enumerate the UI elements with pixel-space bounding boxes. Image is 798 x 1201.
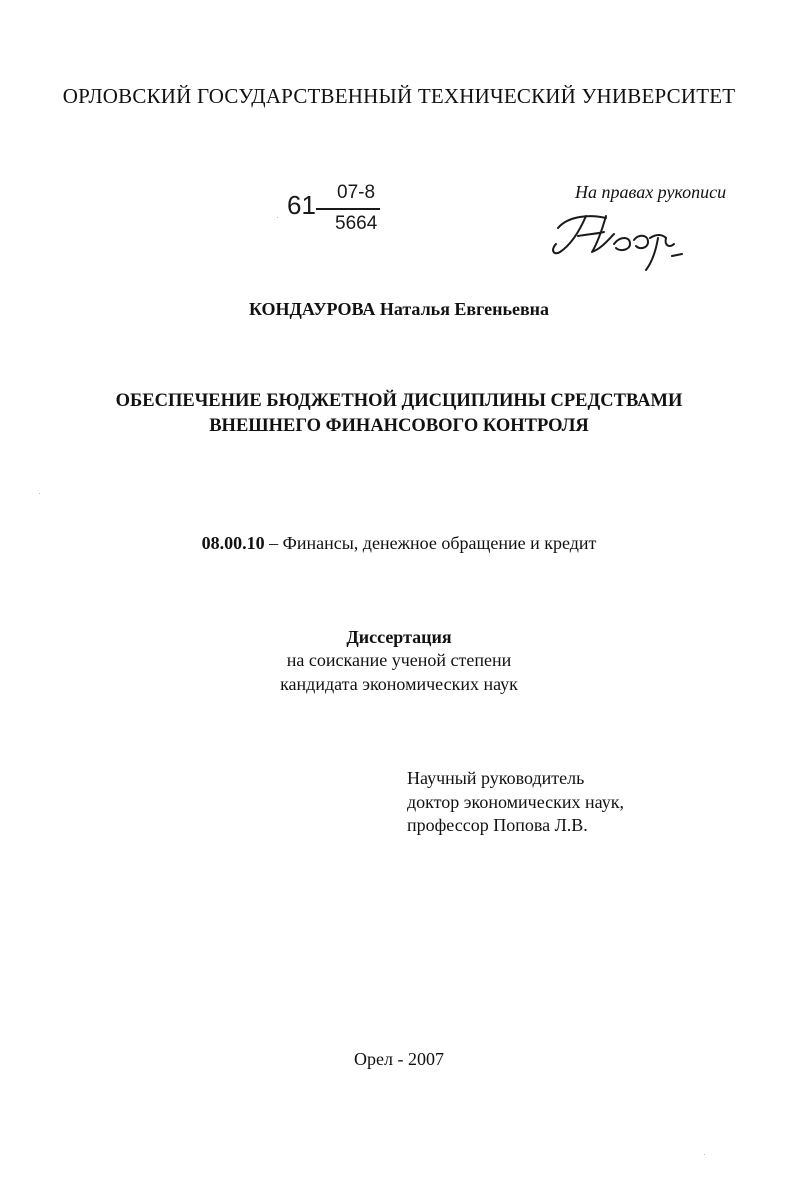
title-line-2: ВНЕШНЕГО ФИНАНСОВОГО КОНТРОЛЯ: [209, 416, 589, 436]
advisor-name: профессор Попова Л.В.: [407, 815, 588, 835]
catalog-numerator: 07-8: [337, 182, 376, 203]
advisor-block: [407, 767, 624, 838]
advisor-role: Научный руководитель: [407, 768, 585, 788]
author-name: КОНДАУРОВА Наталья Евгеньевна: [248, 299, 550, 319]
scan-speck: [39, 493, 40, 494]
specialty-name: Финансы, денежное обращение и кредит: [282, 533, 597, 553]
specialty-separator: –: [264, 533, 283, 553]
catalog-prefix: 61: [287, 190, 316, 220]
specialty: [0, 533, 798, 554]
scan-speck: [704, 1154, 705, 1155]
university-name: ОРЛОВСКИЙ ГОСУДАРСТВЕННЫЙ ТЕХНИЧЕСКИЙ УНИВЕРСИТЕТ: [62, 84, 736, 108]
degree-line-2: кандидата экономических наук: [280, 674, 518, 694]
manuscript-rights-note: На правах рукописи: [575, 182, 727, 202]
place-and-year: Орел - 2007: [354, 1049, 444, 1069]
dissertation-title: [0, 389, 798, 439]
advisor-degree: доктор экономических наук,: [407, 791, 624, 812]
title-line-1: ОБЕСПЕЧЕНИЕ БЮДЖЕТНОЙ ДИСЦИПЛИНЫ СРЕДСТВАМИ: [115, 391, 683, 411]
degree-line-1: на соискание ученой степени: [286, 650, 512, 670]
work-type: Диссертация: [346, 627, 452, 647]
scan-speck: [277, 217, 278, 218]
handwritten-signature: [548, 204, 688, 274]
catalog-mark: [287, 182, 407, 242]
catalog-denominator: 5664: [335, 213, 378, 234]
catalog-fraction-rule: [316, 208, 380, 210]
specialty-code: 08.00.10: [201, 533, 265, 553]
